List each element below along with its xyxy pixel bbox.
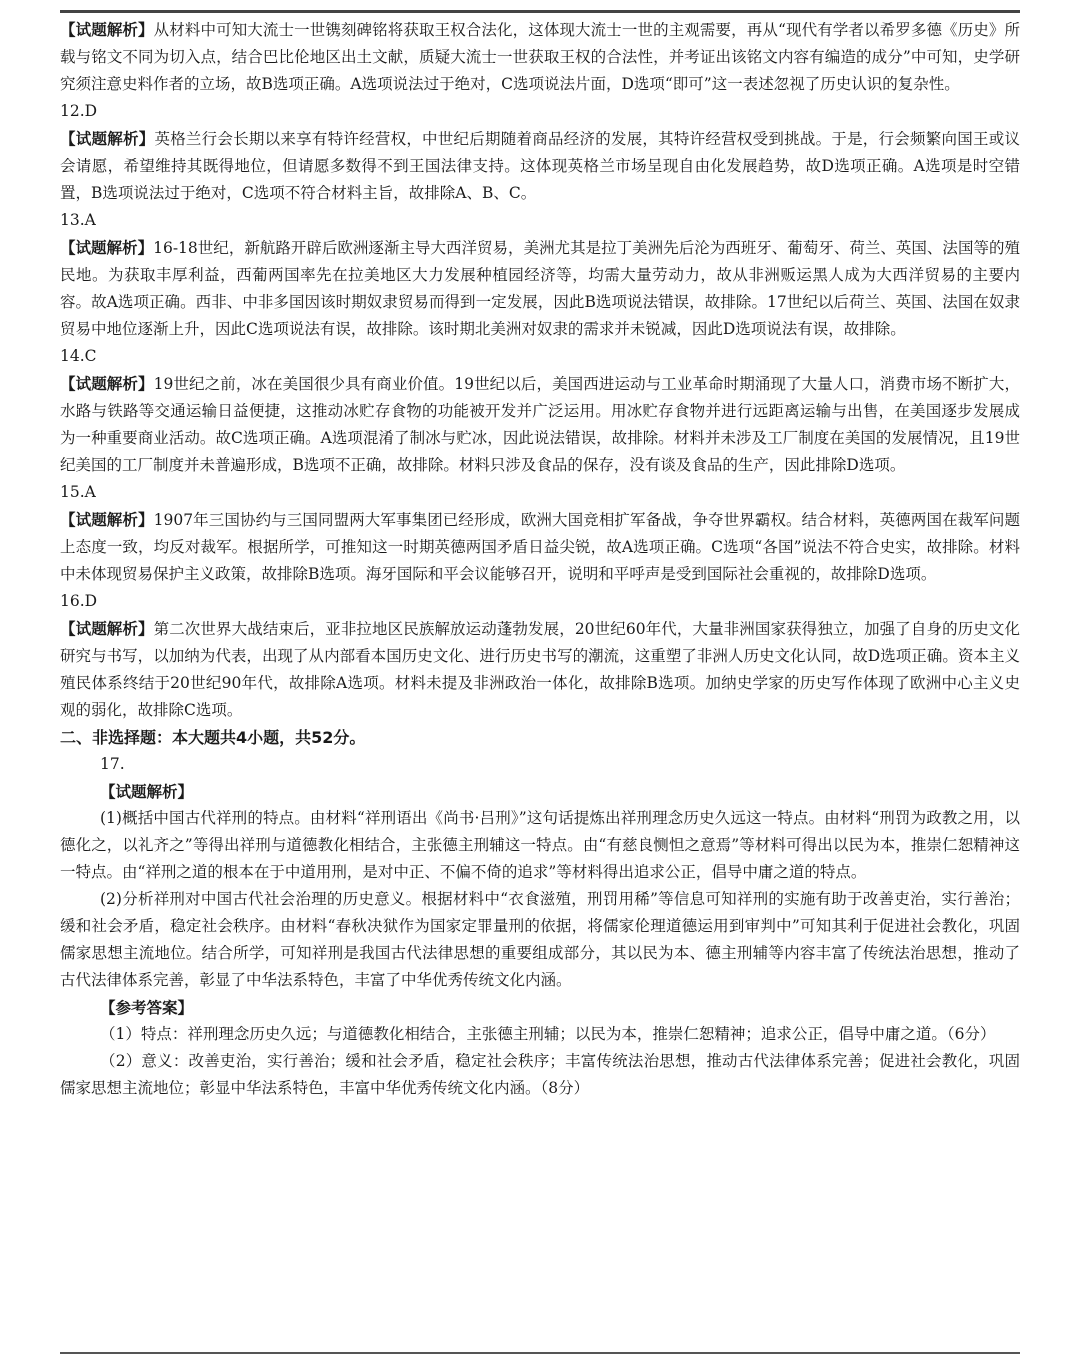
q13-analysis bbox=[60, 234, 1020, 343]
q17-analysis-tag: 【试题解析】 bbox=[100, 782, 194, 801]
answer-content bbox=[60, 16, 1020, 1102]
analysis-tag: 【试题解析】 bbox=[60, 374, 154, 393]
analysis-tag: 【试题解析】 bbox=[60, 129, 155, 148]
analysis-tag: 【试题解析】 bbox=[60, 619, 154, 638]
q15-analysis bbox=[60, 506, 1020, 588]
q11-analysis bbox=[60, 16, 1020, 98]
section-heading: 二、非选择题：本大题共4小题，共52分。 bbox=[60, 728, 366, 747]
bottom-rule bbox=[60, 1352, 1020, 1354]
q15-answer: 15.A bbox=[60, 483, 96, 501]
analysis-text: 16-18世纪，新航路开辟后欧洲逐渐主导大西洋贸易，美洲尤其是拉丁美洲先后沦为西班牙、葡萄牙、荷兰、英国、法国等的殖民地。为获取丰厚利益，西葡两国率先在拉美地区大力发展种植园经济等，均需大量劳动力，故从非洲贩运黑人成为大西洋贸易的主要内容。故A选项正确。西非、中非多国因该时期奴隶贸易而得到一定发展，因此B选项说法错误，故排除。17世纪以后荷兰、英国、法国在奴隶贸易中地位逐渐上升，因此C选项说法有误，故排除。该时期北美洲对奴隶的需求并未锐减，因此D选项说法有误，故排除。 bbox=[60, 239, 1020, 338]
analysis-tag: 【试题解析】 bbox=[60, 238, 154, 257]
q13-answer: 13.A bbox=[60, 211, 96, 229]
q17-part1: (1)概括中国古代祥刑的特点。由材料“祥刑语出《尚书·吕刑》”这句话提炼出祥刑理念历史久远这一特点。由材料“刑罚为政教之用，以德化之，以礼齐之”等得出祥刑与道德教化相结合，主张德主刑辅这一特点。由“有慈良恻怛之意焉”等材料可得出以民为本，推崇仁恕精神这一特点。由“祥刑之道的根本在于中道用刑，是对中正、不偏不倚的追求”等材料得出追求公正，倡导中庸之道的特点。 bbox=[60, 809, 1020, 881]
q17-reference-2: （2）意义：改善吏治，实行善治；缓和社会矛盾，稳定社会秩序；丰富传统法治思想，推动古代法律体系完善；促进社会教化，巩固儒家思想主流地位；彰显中华法系特色，丰富中华优秀传统文化内涵。（8分） bbox=[60, 1052, 1020, 1097]
analysis-tag: 【试题解析】 bbox=[60, 20, 154, 39]
analysis-text: 从材料中可知大流士一世镌刻碑铭将获取王权合法化，这体现大流士一世的主观需要，再从“现代有学者以希罗多德《历史》所载与铭文不同为切入点，结合巴比伦地区出土文献，质疑大流士一世获取王权的合法性，并考证出该铭文内容有编造的成分”中可知，史学研究须注意史料作者的立场，故B选项正确。A选项说法过于绝对，C选项说法片面，D选项“即可”这一表述忽视了历史认识的复杂性。 bbox=[60, 21, 1020, 93]
q14-analysis bbox=[60, 370, 1020, 479]
q17-part2: (2)分析祥刑对中国古代社会治理的历史意义。根据材料中“衣食滋殖，刑罚用稀”等信息可知祥刑的实施有助于改善吏治，实行善治；缓和社会矛盾，稳定社会秩序。由材料“春秋决狱作为国家定罪量刑的依据，将儒家伦理道德运用到审判中”可知其利于促进社会教化，巩固儒家思想主流地位。结合所学，可知祥刑是我国古代法律思想的重要组成部分，其以民为本、德主刑辅等内容丰富了传统法治思想，推动了古代法律体系完善，彰显了中华法系特色，丰富了中华优秀传统文化内涵。 bbox=[60, 890, 1020, 989]
q16-answer: 16.D bbox=[60, 592, 98, 610]
top-rule bbox=[60, 10, 1020, 13]
q17-number: 17. bbox=[100, 755, 125, 773]
q12-answer: 12.D bbox=[60, 102, 98, 120]
q17-reference-1: （1）特点：祥刑理念历史久远；与道德教化相结合，主张德主刑辅；以民为本，推崇仁恕精神；追求公正，倡导中庸之道。（6分） bbox=[100, 1025, 996, 1043]
analysis-text: 1907年三国协约与三国同盟两大军事集团已经形成，欧洲大国竞相扩军备战，争夺世界霸权。结合材料，英德两国在裁军问题上态度一致，均反对裁军。根据所学，可推知这一时期英德两国矛盾日益尖锐，故A选项正确。C选项“各国”说法不符合史实，故排除。材料中未体现贸易保护主义政策，故排除B选项。海牙国际和平会议能够召开，说明和平呼声是受到国际社会重视的，故排除D选项。 bbox=[60, 511, 1020, 583]
analysis-text: 19世纪之前，冰在美国很少具有商业价值。19世纪以后，美国西进运动与工业革命时期涌现了大量人口，消费市场不断扩大，水路与铁路等交通运输日益便捷，这推动冰贮存食物的功能被开发并广泛运用。用冰贮存食物并进行远距离运输与出售，在美国逐步发展成为一种重要商业活动。故C选项正确。A选项混淆了制冰与贮冰，因此说法错误，故排除。材料并未涉及工厂制度在美国的发展情况，且19世纪美国的工厂制度并未普遍形成，B选项不正确，故排除。材料只涉及食品的保存，没有谈及食品的生产，因此排除D选项。 bbox=[60, 375, 1020, 474]
analysis-text: 英格兰行会长期以来享有特许经营权，中世纪后期随着商品经济的发展，其特许经营权受到挑战。于是，行会频繁向国王或议会请愿，希望维持其既得地位，但请愿多数得不到王国法律支持。这体现英格兰市场呈现自由化发展趋势，故D选项正确。A选项是时空错置，B选项说法过于绝对，C选项不符合材料主旨，故排除A、B、C。 bbox=[60, 130, 1020, 202]
q14-answer: 14.C bbox=[60, 347, 97, 365]
analysis-text: 第二次世界大战结束后，亚非拉地区民族解放运动蓬勃发展，20世纪60年代，大量非洲国家获得独立，加强了自身的历史文化研究与书写，以加纳为代表，出现了从内部看本国历史文化、进行历史书写的潮流，这重塑了非洲人历史文化认同，故D选项正确。资本主义殖民体系终结于20世纪90年代，故排除A选项。材料未提及非洲政治一体化，故排除B选项。加纳史学家的历史写作体现了欧洲中心主义史观的弱化，故排除C选项。 bbox=[60, 620, 1020, 719]
q12-analysis bbox=[60, 125, 1020, 207]
q16-analysis bbox=[60, 615, 1020, 724]
q17-reference-tag: 【参考答案】 bbox=[100, 998, 194, 1017]
analysis-tag: 【试题解析】 bbox=[60, 510, 154, 529]
